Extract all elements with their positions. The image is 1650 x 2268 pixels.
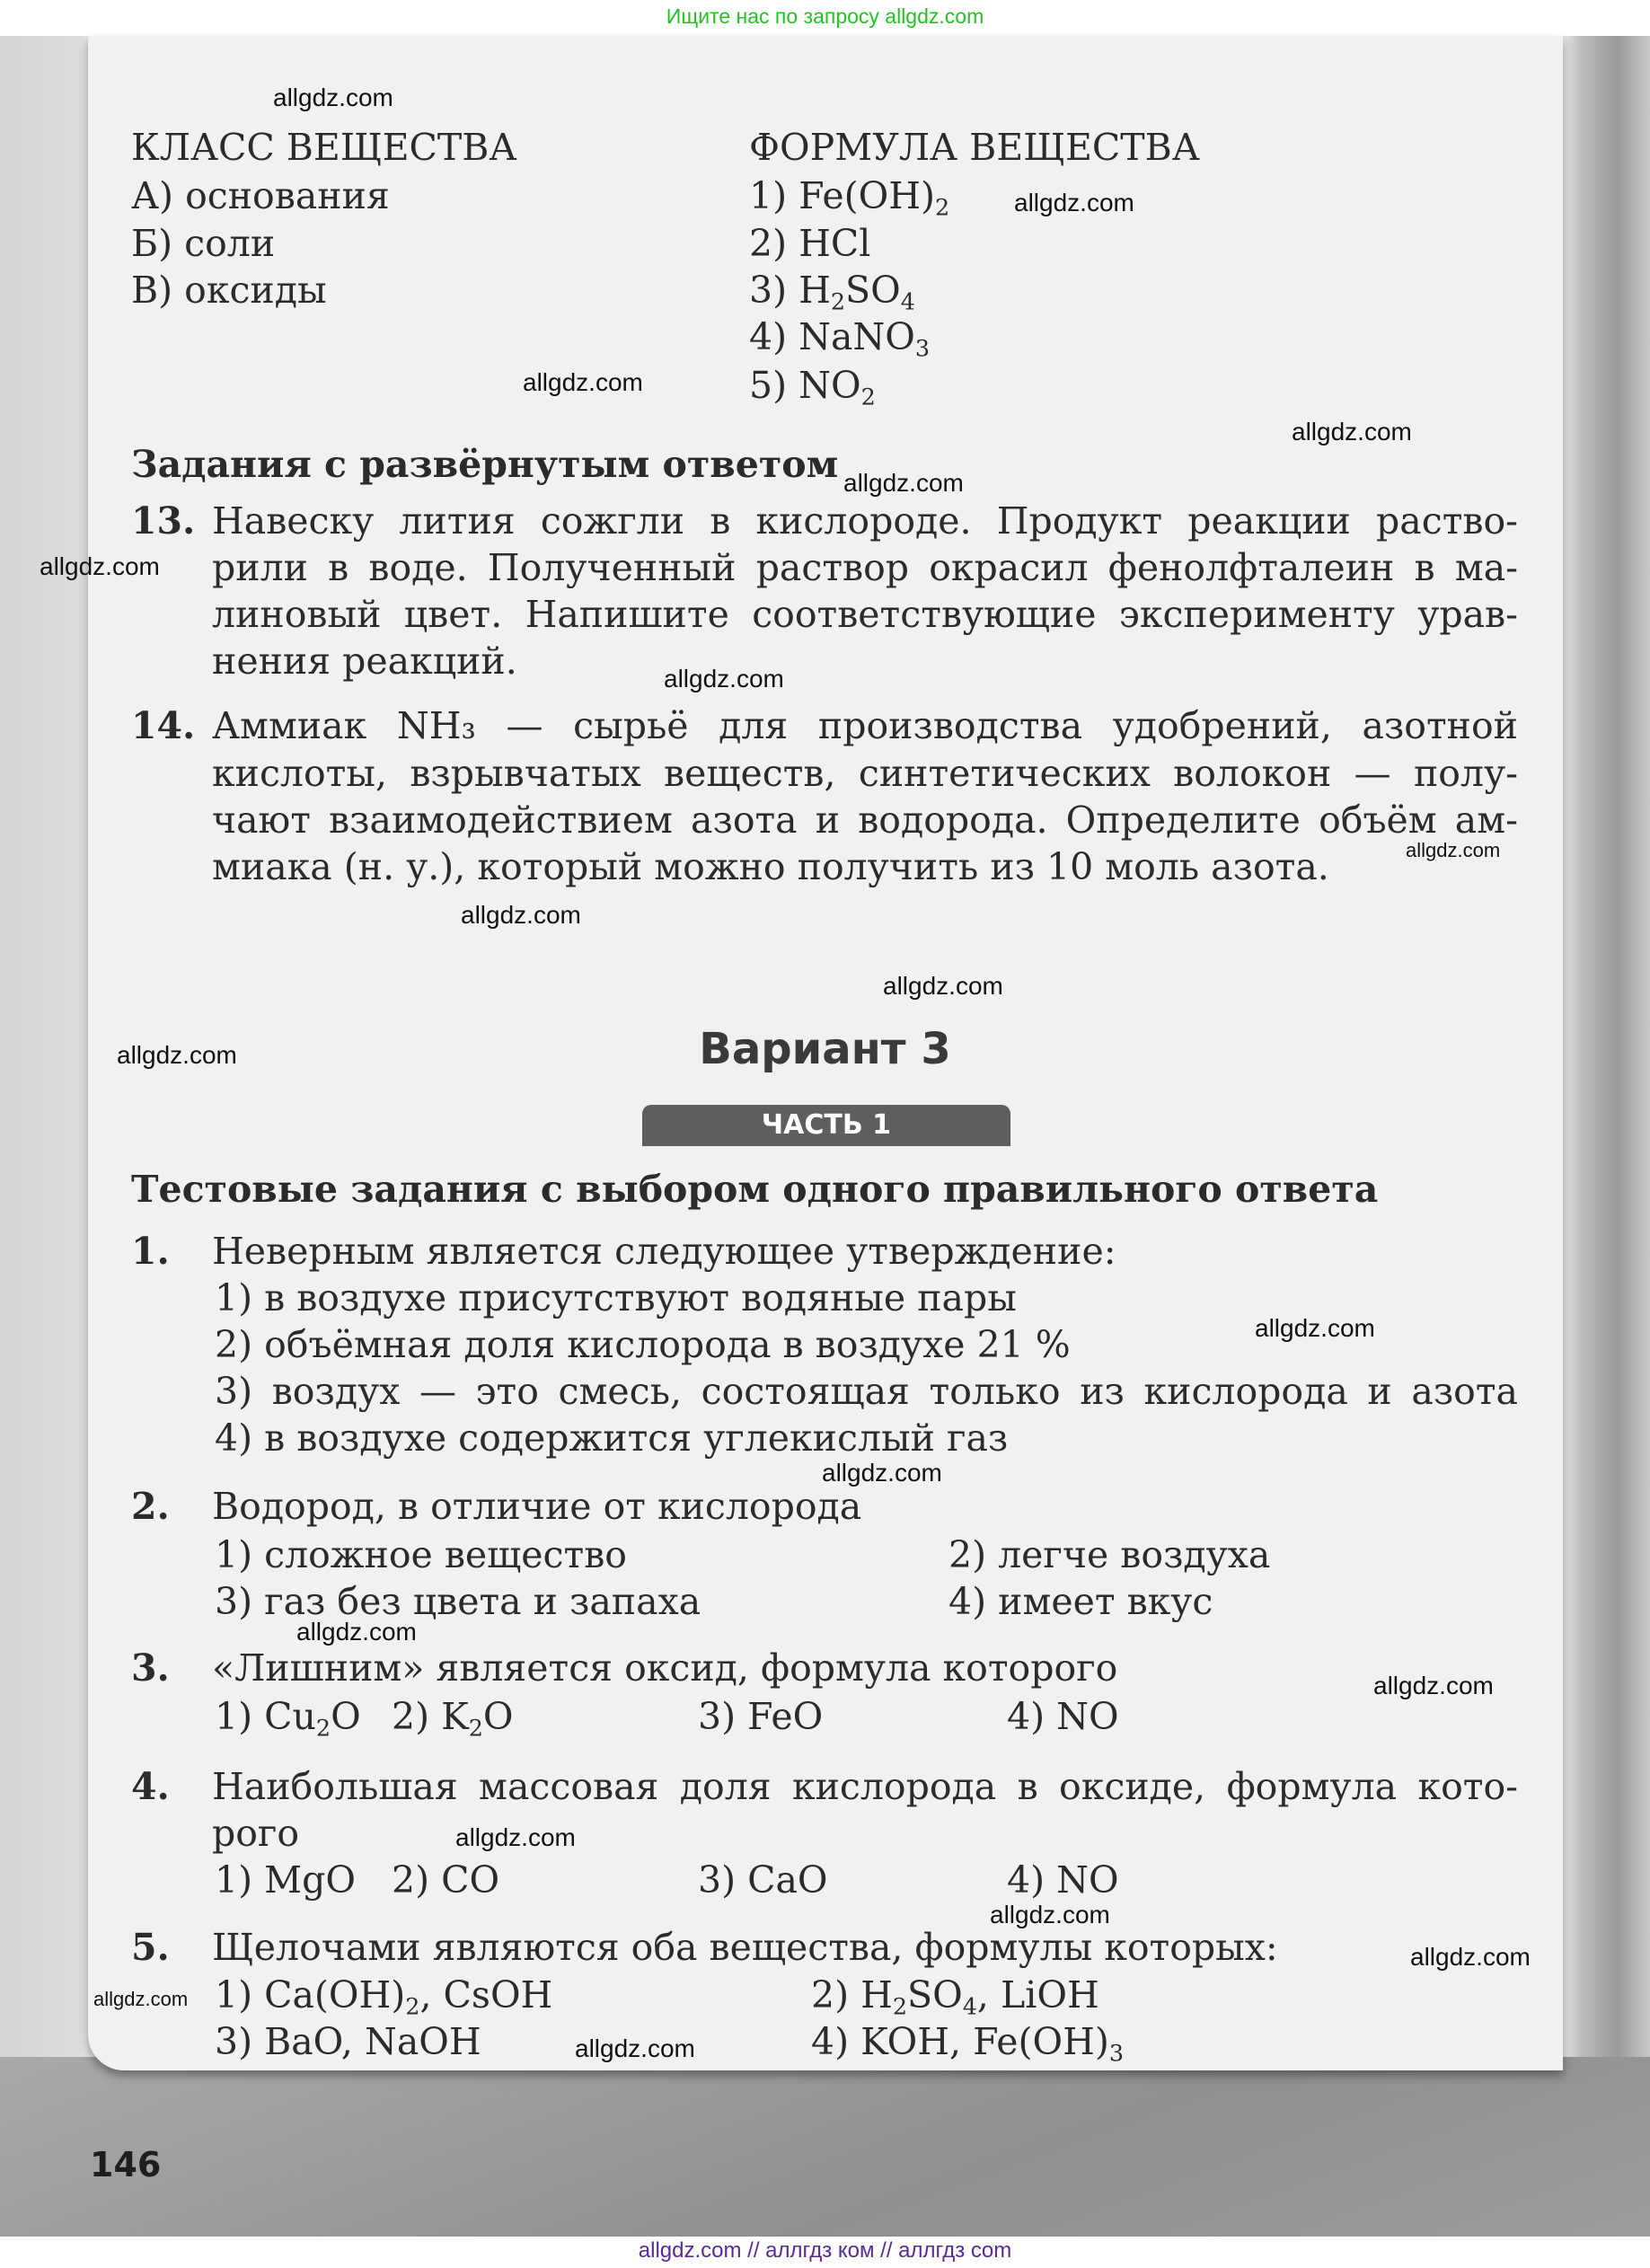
formula-part: 4) NO — [1007, 1695, 1119, 1738]
formula-option — [749, 269, 915, 315]
watermark: allgdz.com — [1410, 1943, 1531, 1971]
answer-option: 2) объёмная доля кислорода в воздухе 21 % — [215, 1323, 1071, 1366]
question-text: рого — [212, 1812, 300, 1855]
question-number: 3. — [131, 1646, 170, 1690]
formula-part: 1) Ca(OH) — [215, 1973, 406, 2016]
question-text: линовый цвет. Напишите соответствующие эксперименту урав- — [212, 593, 1518, 636]
answer-option — [1007, 1858, 1119, 1902]
question-number: 13. — [131, 499, 196, 543]
formula-subscript: 2 — [934, 193, 950, 221]
formula-subscript: 2 — [405, 1992, 420, 2020]
question-number: 5. — [131, 1926, 170, 1969]
question-text: Наибольшая массовая доля кислорода в оксиде, формула кото- — [212, 1765, 1518, 1808]
formula-part: 1) MgO — [215, 1858, 356, 1902]
watermark: allgdz.com — [523, 368, 643, 396]
question-text: Навеску лития сожгли в кислороде. Продукт реакции раство- — [212, 499, 1518, 543]
watermark: allgdz.com — [296, 1618, 417, 1646]
class-option: В) оксиды — [131, 269, 327, 312]
watermark: allgdz.com — [822, 1459, 942, 1487]
formula-part: 2) HCl — [749, 222, 871, 265]
question-text: нения реакций. — [212, 640, 517, 683]
watermark: allgdz.com — [843, 469, 964, 497]
answer-option: 3) воздух — это смесь, состоящая только из кислорода и азота — [215, 1370, 1518, 1413]
watermark: allgdz.com — [117, 1041, 237, 1069]
watermark: allgdz.com — [273, 84, 393, 111]
class-header: КЛАСС ВЕЩЕСТВА — [131, 126, 517, 169]
formula-part: SO — [907, 1973, 963, 2016]
answer-option: 3) газ без цвета и запаха — [215, 1580, 701, 1623]
formula-subscript: 2 — [830, 287, 846, 315]
watermark: allgdz.com — [1373, 1672, 1494, 1699]
formula-part: 3) H — [749, 269, 831, 312]
formula-option — [749, 315, 931, 362]
answer-option — [215, 2020, 481, 2063]
answer-option: 4) имеет вкус — [949, 1580, 1213, 1623]
answer-option — [215, 1858, 356, 1902]
formula-part: 3) BaO, NaOH — [215, 2020, 481, 2063]
answer-option — [698, 1858, 828, 1902]
formula-part: 2) CO — [392, 1858, 500, 1902]
question-number: 4. — [131, 1765, 170, 1808]
formula-part: 2) K — [392, 1695, 469, 1738]
formula-part: 4) NaNO — [749, 315, 915, 358]
formula-subscript: 2 — [315, 1714, 331, 1742]
formula-part: 4) KOH, Fe(OH) — [811, 2020, 1109, 2063]
answer-option: 1) в воздухе присутствуют водяные пары — [215, 1276, 1017, 1319]
formula-part: 3) FeO — [698, 1695, 824, 1738]
answer-option: 4) в воздухе содержится углекислый газ — [215, 1416, 1009, 1460]
answer-option: 1) сложное вещество — [215, 1533, 627, 1576]
formula-subscript: 2 — [468, 1714, 483, 1742]
answer-option — [1007, 1695, 1119, 1738]
site-footer: allgdz.com // аллгдз ком // аллгдз com — [638, 2238, 1012, 2263]
page-number: 146 — [90, 2145, 162, 2184]
question-text: миака (н. у.), который можно получить из 10 моль азота. — [212, 845, 1329, 888]
watermark: allgdz.com — [1292, 418, 1412, 446]
watermark: allgdz.com — [40, 552, 160, 580]
formula-subscript: 2 — [860, 383, 876, 410]
book-cover-area — [0, 2057, 1650, 2237]
formula-subscript: 2 — [892, 1992, 908, 2020]
formula-part: SO — [845, 269, 901, 312]
formula-part: 4) NO — [1007, 1858, 1119, 1902]
formula-part: 3) CaO — [698, 1858, 828, 1902]
class-option: А) основания — [131, 174, 390, 217]
formula-part: 2) H — [811, 1973, 893, 2016]
section-heading: Задания с развёрнутым ответом — [131, 443, 839, 486]
part-badge: ЧАСТЬ 1 — [642, 1105, 1010, 1146]
question-number: 2. — [131, 1485, 170, 1528]
formula-subscript: 4 — [900, 287, 915, 315]
question-text: Щелочами являются оба вещества, формулы которых: — [212, 1926, 1278, 1969]
watermark: allgdz.com — [455, 1823, 576, 1851]
question-text: Неверным является следующее утверждение: — [212, 1230, 1116, 1273]
formula-subscript: 3 — [1108, 2039, 1125, 2067]
answer-option — [215, 1695, 361, 1742]
answer-option — [392, 1695, 514, 1742]
question-text: Аммиак NH₃ — сырьё для производства удобрений, азотной — [212, 704, 1518, 747]
watermark: allgdz.com — [575, 2034, 695, 2062]
answer-option — [392, 1858, 500, 1902]
answer-option: 2) легче воздуха — [949, 1533, 1271, 1576]
watermark: allgdz.com — [990, 1901, 1110, 1928]
watermark: allgdz.com — [1255, 1314, 1375, 1342]
formula-part: O — [331, 1695, 361, 1738]
class-option: Б) соли — [131, 222, 276, 265]
formula-option — [749, 174, 950, 221]
answer-option — [698, 1695, 824, 1738]
formula-part: 5) NO — [749, 364, 861, 407]
answer-option — [215, 1973, 553, 2020]
question-text: кислоты, взрывчатых веществ, синтетических волокон — полу- — [212, 752, 1518, 795]
watermark: allgdz.com — [1014, 189, 1134, 216]
watermark: allgdz.com — [461, 901, 581, 929]
answer-option — [811, 2020, 1125, 2067]
question-text: чают взаимодействием азота и водорода. Определите объём ам- — [212, 799, 1518, 842]
watermark: allgdz.com — [883, 972, 1003, 1000]
watermark: allgdz.com — [664, 665, 784, 693]
question-text: Водород, в отличие от кислорода — [212, 1485, 862, 1528]
formula-part: 1) Fe(OH) — [749, 174, 935, 217]
formula-subscript: 3 — [914, 334, 931, 362]
formula-part: , LiOH — [976, 1973, 1099, 2016]
watermark: allgdz.com — [93, 1988, 189, 2010]
variant-title: Вариант 3 — [699, 1024, 951, 1074]
question-text: «Лишним» является оксид, формула которого — [212, 1646, 1118, 1690]
formula-part: 1) Cu — [215, 1695, 316, 1738]
section-heading: Тестовые задания с выбором одного правильного ответа — [131, 1168, 1379, 1211]
question-text: рили в воде. Полученный раствор окрасил фенолфталеин в ма- — [212, 546, 1518, 589]
formula-option — [749, 222, 871, 265]
site-banner: Ищите нас по запросу allgdz.com — [666, 4, 984, 28]
question-number: 1. — [131, 1230, 170, 1273]
question-number: 14. — [131, 704, 196, 747]
watermark: allgdz.com — [1406, 839, 1501, 861]
answer-option — [811, 1973, 1099, 2020]
formula-subscript: 4 — [962, 1992, 977, 2020]
formula-option — [749, 364, 876, 410]
formula-header: ФОРМУЛА ВЕЩЕСТВА — [749, 126, 1200, 169]
formula-part: O — [482, 1695, 514, 1738]
formula-part: , CsOH — [419, 1973, 553, 2016]
